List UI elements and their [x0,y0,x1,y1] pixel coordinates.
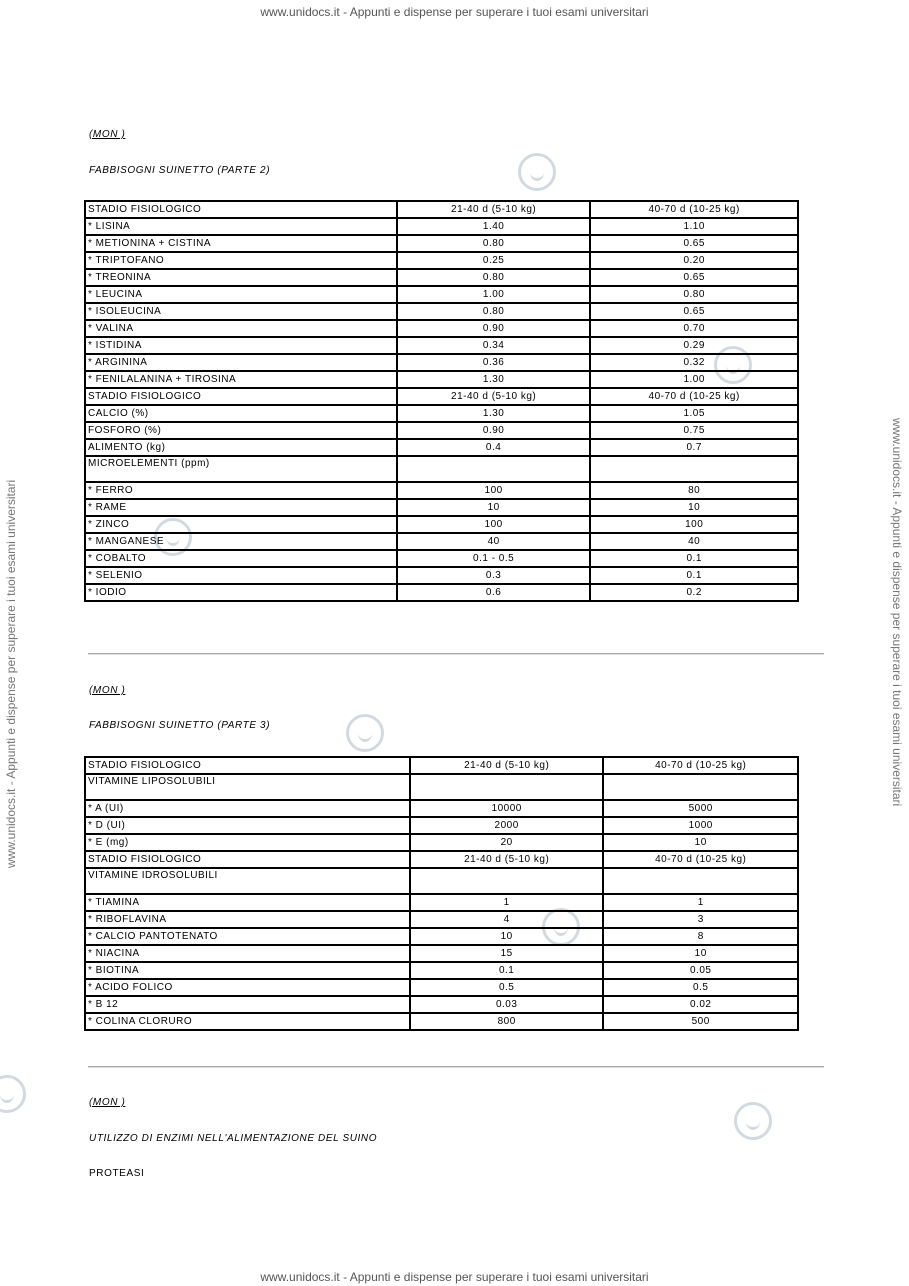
value-cell: 0.4 [397,439,591,456]
table-row [85,774,798,800]
value-cell: 21-40 d (5-10 kg) [397,388,591,405]
row-label-cell: * RIBOFLAVINA [85,911,410,928]
value-cell: 10 [590,499,798,516]
table-row [85,834,798,851]
section-title: FABBISOGNI SUINETTO (PARTE 2) [89,165,271,176]
value-cell: 15 [410,945,604,962]
table-row [85,422,798,439]
section-tag: (MON ) [89,1097,126,1108]
value-cell: 1.10 [590,218,798,235]
value-cell: 0.25 [397,252,591,269]
value-cell: 0.1 [590,550,798,567]
value-cell: 40-70 d (10-25 kg) [590,201,798,218]
row-label-cell: STADIO FISIOLOGICO [85,201,397,218]
value-cell: 21-40 d (5-10 kg) [397,201,591,218]
table-row [85,388,798,405]
section-title: FABBISOGNI SUINETTO (PARTE 3) [89,720,271,731]
table-row [85,928,798,945]
value-cell: 10000 [410,800,604,817]
table-row [85,286,798,303]
watermark-right: www.unidocs.it - Appunti e dispense per superare i tuoi esami universitari [890,418,904,807]
value-cell [410,774,604,800]
row-label-cell: * ARGININA [85,354,397,371]
value-cell: 0.90 [397,422,591,439]
row-label-cell: * ZINCO [85,516,397,533]
value-cell: 5000 [603,800,798,817]
table-row [85,533,798,550]
value-cell: 0.65 [590,303,798,320]
table-row [85,499,798,516]
value-cell: 0.1 [590,567,798,584]
row-label-cell: * LEUCINA [85,286,397,303]
value-cell: 40-70 d (10-25 kg) [603,851,798,868]
table-row [85,979,798,996]
table-row [85,800,798,817]
table-row [85,439,798,456]
unidocs-logo-icon [518,153,556,191]
value-cell: 100 [397,482,591,499]
value-cell: 0.6 [397,584,591,601]
unidocs-logo-icon [0,1075,26,1113]
requirements-table-part-3 [84,756,799,1031]
value-cell: 0.7 [590,439,798,456]
row-label-cell: * RAME [85,499,397,516]
row-label-cell: * SELENIO [85,567,397,584]
value-cell: 0.65 [590,269,798,286]
value-cell: 1.00 [590,371,798,388]
row-label-cell: * ACIDO FOLICO [85,979,410,996]
value-cell [397,456,591,482]
value-cell: 0.5 [410,979,604,996]
value-cell: 80 [590,482,798,499]
row-label-cell: MICROELEMENTI (ppm) [85,456,397,482]
table-row [85,320,798,337]
row-label-cell: * BIOTINA [85,962,410,979]
row-label-cell: * TIAMINA [85,894,410,911]
row-label-cell: * VALINA [85,320,397,337]
table-row [85,945,798,962]
watermark-top: www.unidocs.it - Appunti e dispense per superare i tuoi esami universitari [260,5,649,19]
value-cell: 10 [603,945,798,962]
value-cell: 1.40 [397,218,591,235]
row-label-cell: ALIMENTO (kg) [85,439,397,456]
table-row [85,354,798,371]
table-row [85,337,798,354]
section-divider [88,653,824,655]
table-row [85,567,798,584]
value-cell: 40-70 d (10-25 kg) [603,757,798,774]
table-row [85,303,798,320]
value-cell: 100 [590,516,798,533]
value-cell: 0.34 [397,337,591,354]
table-row [85,757,798,774]
table-row [85,584,798,601]
table-row [85,482,798,499]
row-label-cell: * TRIPTOFANO [85,252,397,269]
row-label-cell: * E (mg) [85,834,410,851]
value-cell: 21-40 d (5-10 kg) [410,757,604,774]
value-cell: 8 [603,928,798,945]
section-title: UTILIZZO DI ENZIMI NELL'ALIMENTAZIONE DEL SUINO [89,1133,378,1144]
value-cell: 0.36 [397,354,591,371]
value-cell: 21-40 d (5-10 kg) [410,851,604,868]
value-cell: 0.70 [590,320,798,337]
table-row [85,405,798,422]
value-cell [603,774,798,800]
value-cell: 40 [590,533,798,550]
row-label-cell: * COBALTO [85,550,397,567]
row-label-cell: CALCIO (%) [85,405,397,422]
section-tag: (MON ) [89,685,126,696]
table-row [85,911,798,928]
value-cell: 0.32 [590,354,798,371]
table-row [85,235,798,252]
value-cell: 4 [410,911,604,928]
value-cell [410,868,604,894]
value-cell: 0.2 [590,584,798,601]
value-cell: 0.20 [590,252,798,269]
unidocs-logo-icon [734,1102,772,1140]
requirements-table-part-2 [84,200,799,602]
row-label-cell: * A (UI) [85,800,410,817]
table-row [85,252,798,269]
value-cell: 1 [603,894,798,911]
row-label-cell: * LISINA [85,218,397,235]
row-label-cell: * METIONINA + CISTINA [85,235,397,252]
value-cell: 0.1 [410,962,604,979]
row-label-cell: * FENILALANINA + TIROSINA [85,371,397,388]
value-cell: 1.30 [397,405,591,422]
table-row [85,894,798,911]
watermark-left: www.unidocs.it - Appunti e dispense per superare i tuoi esami universitari [4,479,18,868]
value-cell: 2000 [410,817,604,834]
row-label-cell: * NIACINA [85,945,410,962]
value-cell: 0.80 [590,286,798,303]
value-cell: 0.1 - 0.5 [397,550,591,567]
value-cell: 0.65 [590,235,798,252]
value-cell: 0.5 [603,979,798,996]
value-cell: 0.80 [397,235,591,252]
row-label-cell: * COLINA CLORURO [85,1013,410,1030]
value-cell: 0.80 [397,269,591,286]
row-label-cell: * MANGANESE [85,533,397,550]
value-cell: 0.80 [397,303,591,320]
section-divider [88,1066,824,1068]
value-cell: 0.03 [410,996,604,1013]
value-cell: 0.02 [603,996,798,1013]
value-cell [603,868,798,894]
value-cell: 500 [603,1013,798,1030]
row-label-cell: STADIO FISIOLOGICO [85,851,410,868]
row-label-cell: STADIO FISIOLOGICO [85,757,410,774]
row-label-cell: * B 12 [85,996,410,1013]
value-cell: 0.90 [397,320,591,337]
value-cell: 40 [397,533,591,550]
value-cell: 100 [397,516,591,533]
unidocs-logo-icon [346,714,384,752]
table-row [85,516,798,533]
row-label-cell: * ISTIDINA [85,337,397,354]
row-label-cell: VITAMINE LIPOSOLUBILI [85,774,410,800]
row-label-cell: * CALCIO PANTOTENATO [85,928,410,945]
value-cell [590,456,798,482]
table-row [85,817,798,834]
value-cell: 0.75 [590,422,798,439]
row-label-cell: FOSFORO (%) [85,422,397,439]
row-label-cell: * TREONINA [85,269,397,286]
row-label-cell: VITAMINE IDROSOLUBILI [85,868,410,894]
value-cell: 1000 [603,817,798,834]
table-row [85,868,798,894]
row-label-cell: * IODIO [85,584,397,601]
table-row [85,269,798,286]
table-row [85,456,798,482]
value-cell: 0.3 [397,567,591,584]
section-tag: (MON ) [89,129,126,140]
value-cell: 1.30 [397,371,591,388]
table-row [85,962,798,979]
value-cell: 1.00 [397,286,591,303]
value-cell: 40-70 d (10-25 kg) [590,388,798,405]
row-label-cell: * D (UI) [85,817,410,834]
value-cell: 1 [410,894,604,911]
table-row [85,201,798,218]
value-cell: 20 [410,834,604,851]
row-label-cell: STADIO FISIOLOGICO [85,388,397,405]
value-cell: 10 [397,499,591,516]
value-cell: 10 [603,834,798,851]
table-row [85,218,798,235]
value-cell: 0.29 [590,337,798,354]
value-cell: 0.05 [603,962,798,979]
value-cell: 1.05 [590,405,798,422]
row-label-cell: * FERRO [85,482,397,499]
table-row [85,1013,798,1030]
table-row [85,851,798,868]
section-subtitle: PROTEASI [89,1168,145,1179]
value-cell: 10 [410,928,604,945]
table-row [85,550,798,567]
watermark-bottom: www.unidocs.it - Appunti e dispense per superare i tuoi esami universitari [260,1270,649,1284]
table-row [85,371,798,388]
value-cell: 800 [410,1013,604,1030]
value-cell: 3 [603,911,798,928]
row-label-cell: * ISOLEUCINA [85,303,397,320]
table-row [85,996,798,1013]
